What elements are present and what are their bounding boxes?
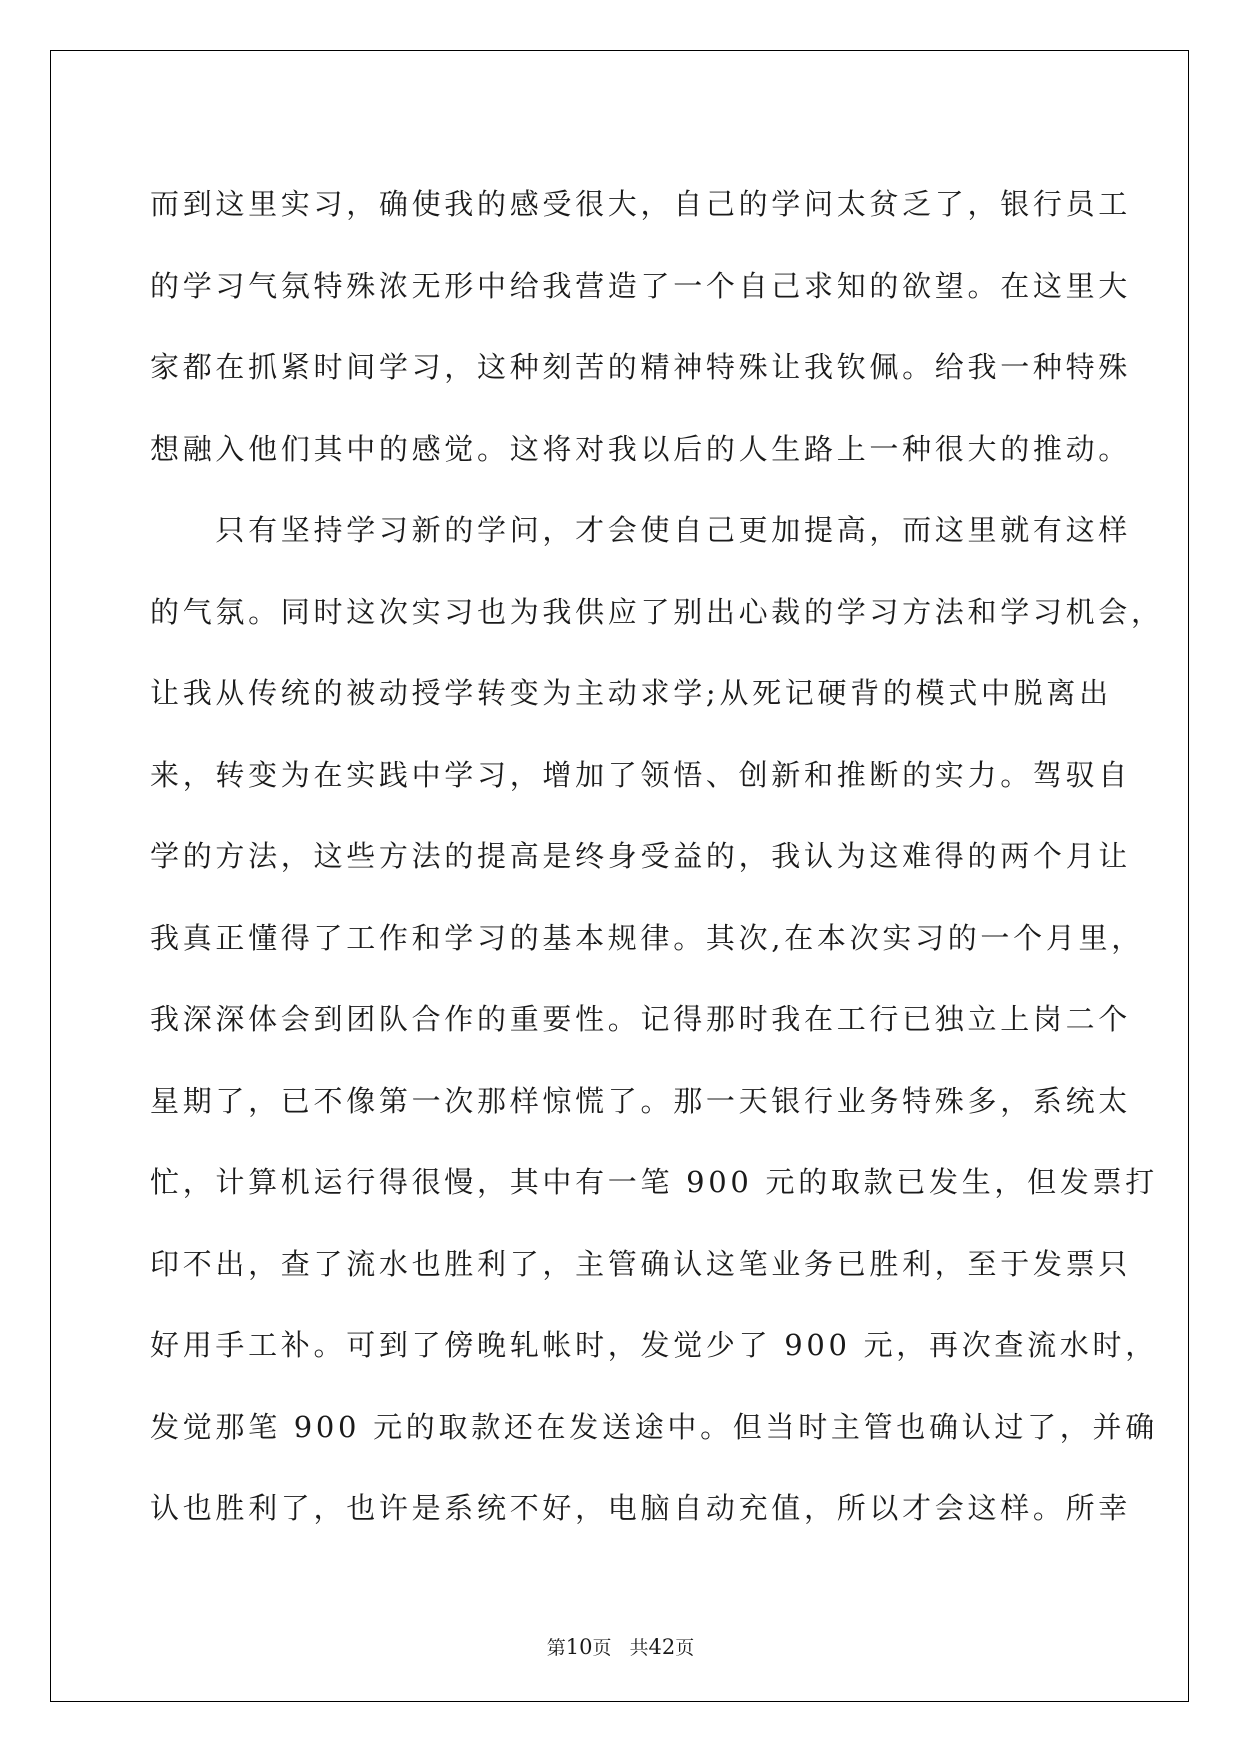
text-line: 的气氛。同时这次实习也为我供应了别出心裁的学习方法和学习机会， [150,594,1164,629]
text-line: 我深深体会到团队合作的重要性。记得那时我在工行已独立上岗二个 [150,1002,1132,1036]
text-line: 印不出，查了流水也胜利了，主管确认这笔业务已胜利，至于发票只 [150,1246,1132,1281]
text-line: 的学习气氛特殊浓无形中给我营造了一个自己求知的欲望。在这里大 [150,268,1132,303]
body-text [150,164,1164,1550]
text-line: 学的方法，这些方法的提高是终身受益的，我认为这难得的两个月让 [150,839,1132,873]
text-line: 好用手工补。可到了傍晚轧帐时，发觉少了 900 元，再次查流水时， [150,1328,1158,1362]
text-line: 而到这里实习，确使我的感受很大，自己的学问太贫乏了，银行员工 [150,187,1132,221]
text-line: 星期了，已不像第一次那样惊慌了。那一天银行业务特殊多，系统太 [150,1083,1132,1118]
page-footer [0,1633,1241,1660]
text-line: 只有坚持学习新的学问，才会使自己更加提高，而这里就有这样 [150,513,1132,547]
text-line: 发觉那笔 900 元的取款还在发送途中。但当时主管也确认过了，并确 [150,1409,1158,1444]
text-line: 家都在抓紧时间学习，这种刻苦的精神特殊让我钦佩。给我一种特殊 [150,350,1132,384]
text-line: 忙，计算机运行得很慢，其中有一笔 900 元的取款已发生，但发票打 [150,1165,1158,1199]
text-line: 我真正懂得了工作和学习的基本规律。其次,在本次实习的一个月里， [150,920,1144,955]
text-line: 想融入他们其中的感觉。这将对我以后的人生路上一种很大的推动。 [150,431,1132,466]
text-line: 来，转变为在实践中学习，增加了领悟、创新和推断的实力。驾驭自 [150,757,1132,792]
page-suffix: 页 [592,1637,612,1659]
page-prefix: 第 [546,1637,566,1659]
page-number: 10 [565,1635,593,1659]
total-prefix: 共 [629,1637,649,1659]
total-suffix: 页 [675,1637,695,1659]
text-line: 认也胜利了，也许是系统不好，电脑自动充值，所以才会这样。所幸 [150,1491,1132,1525]
text-line: 让我从传统的被动授学转变为主动求学;从死记硬背的模式中脱离出 [150,676,1112,710]
total-pages: 42 [648,1635,676,1659]
